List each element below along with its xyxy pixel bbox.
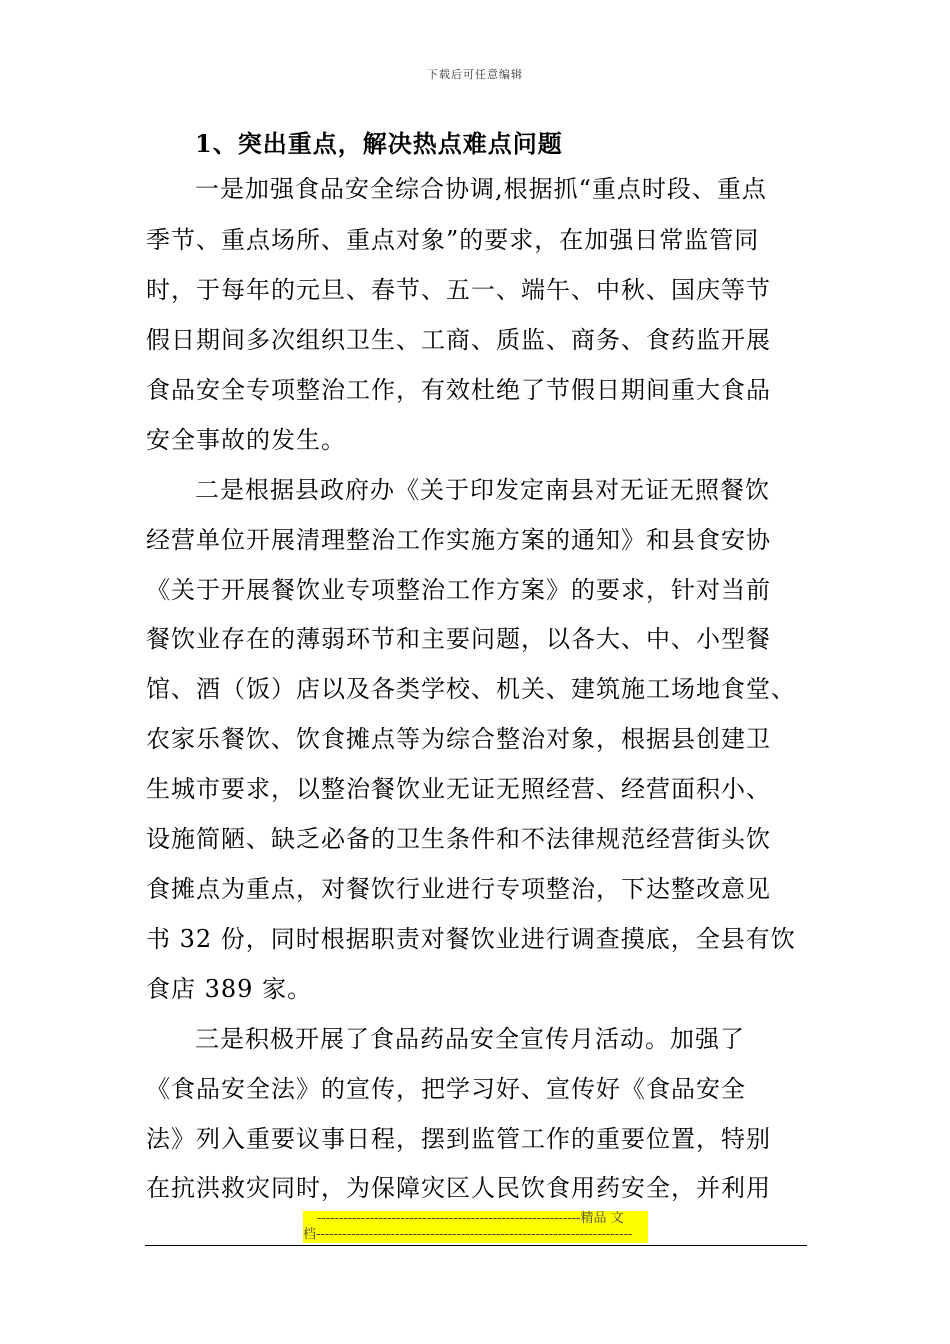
paragraph-line: 三是积极开展了食品药品安全宣传月活动。加强了 <box>195 1025 745 1053</box>
paragraph-line: 食店 389 家。 <box>146 975 313 1003</box>
paragraph-line: 馆、酒（饭）店以及各类学校、机关、建筑施工场地食堂、 <box>146 675 796 703</box>
footer-line-1: ------------------------------------------------------------精品 文 <box>303 1211 648 1227</box>
paragraph-line: 食品安全专项整治工作，有效杜绝了节假日期间重大食品 <box>146 376 771 404</box>
section-heading: 1、突出重点，解决热点难点问题 <box>195 129 563 158</box>
footer-watermark <box>303 1211 648 1243</box>
paragraph-line: 食摊点为重点，对餐饮行业进行专项整治，下达整改意见 <box>146 875 771 903</box>
paragraph-line: 餐饮业存在的薄弱环节和主要问题，以各大、中、小型餐 <box>146 625 771 653</box>
paragraph-line: 二是根据县政府办《关于印发定南县对无证无照餐饮 <box>195 476 770 504</box>
paragraph-line: 生城市要求，以整治餐饮业无证无照经营、经营面积小、 <box>146 775 771 803</box>
paragraph-line: 在抗洪救灾同时，为保障灾区人民饮食用药安全，并利用 <box>146 1174 771 1202</box>
paragraph-line: 时，于每年的元旦、春节、五一、端午、中秋、国庆等节 <box>146 276 771 304</box>
paragraph-line: 经营单位开展清理整治工作实施方案的通知》和县食安协 <box>146 526 771 554</box>
paragraph-line: 一是加强食品安全综合协调,根据抓“重点时段、重点 <box>195 175 767 203</box>
paragraph-line: 设施简陋、缺乏必备的卫生条件和不法律规范经营街头饮 <box>146 825 771 853</box>
footer-divider <box>145 1245 807 1246</box>
paragraph-line: 书 32 份，同时根据职责对餐饮业进行调查摸底，全县有饮 <box>146 925 796 953</box>
paragraph-line: 假日期间多次组织卫生、工商、质监、商务、食药监开展 <box>146 326 771 354</box>
footer-line-2: 档------------------------------------------------------------------------ <box>303 1227 648 1243</box>
paragraph-line: 法》列入重要议事日程，摆到监管工作的重要位置，特别 <box>146 1125 771 1153</box>
paragraph-line: 安全事故的发生。 <box>146 426 346 454</box>
header-note: 下载后可任意编辑 <box>427 68 523 81</box>
paragraph-line: 《关于开展餐饮业专项整治工作方案》的要求，针对当前 <box>146 576 771 604</box>
paragraph-line: 农家乐餐饮、饮食摊点等为综合整治对象，根据县创建卫 <box>146 725 771 753</box>
paragraph-line: 季节、重点场所、重点对象”的要求，在加强日常监管同 <box>146 226 760 254</box>
paragraph-line: 《食品安全法》的宣传，把学习好、宣传好《食品安全 <box>146 1075 746 1103</box>
